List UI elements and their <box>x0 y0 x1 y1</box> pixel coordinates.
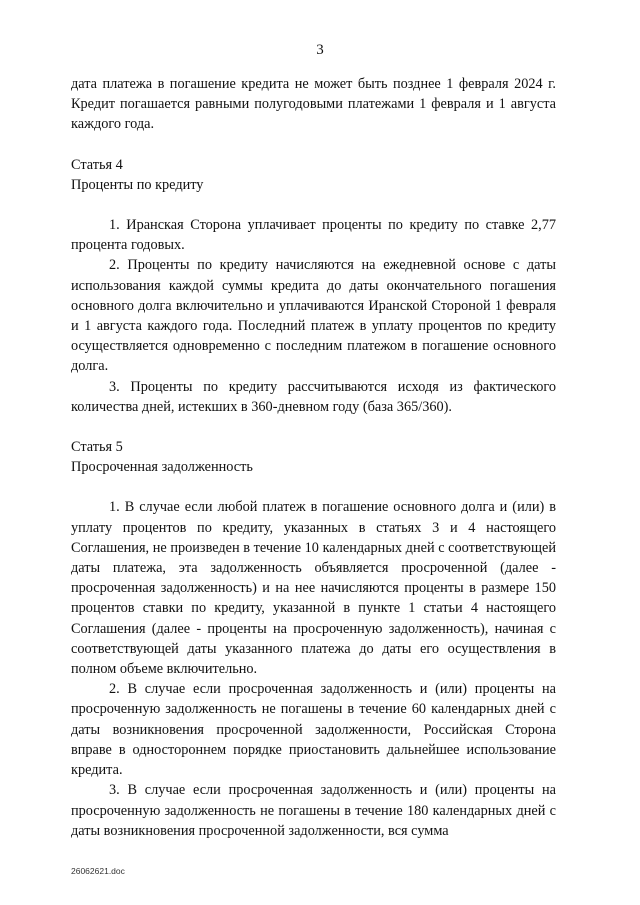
article-4-paragraph-3: 3. Проценты по кредиту рассчитываются исходя из фактического количества дней, истекших в 360-дневном году (база 365/360). <box>71 378 556 415</box>
intro-paragraph: дата платежа в погашение кредита не может быть позднее 1 февраля 2024 г. Кредит погашается равными полугодовыми платежами 1 февраля и 1 августа каждого года. <box>71 76 556 133</box>
article-4-paragraph-1: 1. Иранская Сторона уплачивает проценты по кредиту по ставке 2,77 процента годовых. <box>71 217 556 254</box>
article-5-paragraph-1: 1. В случае если любой платеж в погашение основного долга и (или) в уплату процентов по кредиту, указанных в статьях 3 и 4 настоящего Соглашения, не произведен в течение 10 календарных дней с соответствующей даты платежа, эта задолженность объявляется просроченной (далее - просроченная задолженность) и на нее начисляются проценты в размере 150 процентов ставки по кредиту, указанной в пункте 1 статьи 4 настоящего Соглашения (далее - проценты на просроченную задолженность), начиная с соответствующей даты указанного платежа до даты его осуществления в полном объеме включительно. <box>71 499 556 678</box>
article-4-label: Статья 4 <box>71 156 123 173</box>
document-body <box>71 74 556 841</box>
article-4-title: Проценты по кредиту <box>71 176 204 193</box>
article-5-paragraph-2: 2. В случае если просроченная задолженность и (или) проценты на просроченную задолженность не погашены в течение 60 календарных дней с даты возникновения просроченной задолженности, Российская Сторона вправе в одностороннем порядке приостановить дальнейшее использование кредита. <box>71 681 556 779</box>
article-4-heading <box>71 155 556 195</box>
article-5-title: Просроченная задолженность <box>71 459 253 476</box>
article-4-paragraph-2: 2. Проценты по кредиту начисляются на ежедневной основе с даты использования каждой суммы кредита до даты окончательного погашения основного долга включительно и уплачиваются Иранской Стороной 1 февраля и 1 августа каждого года. Последний платеж в уплату процентов по кредиту осуществляется одновременно с последним платежом в погашение основного долга. <box>71 257 556 375</box>
page-number: 3 <box>316 42 324 58</box>
footer-filename: 26062621.doc <box>71 866 125 876</box>
article-5-label: Статья 5 <box>71 439 123 456</box>
article-5-paragraph-3: 3. В случае если просроченная задолженность и (или) проценты на просроченную задолженность не погашены в течение 180 календарных дней с даты возникновения просроченной задолженности, вся сумма <box>71 782 556 839</box>
article-5-heading <box>71 437 556 477</box>
